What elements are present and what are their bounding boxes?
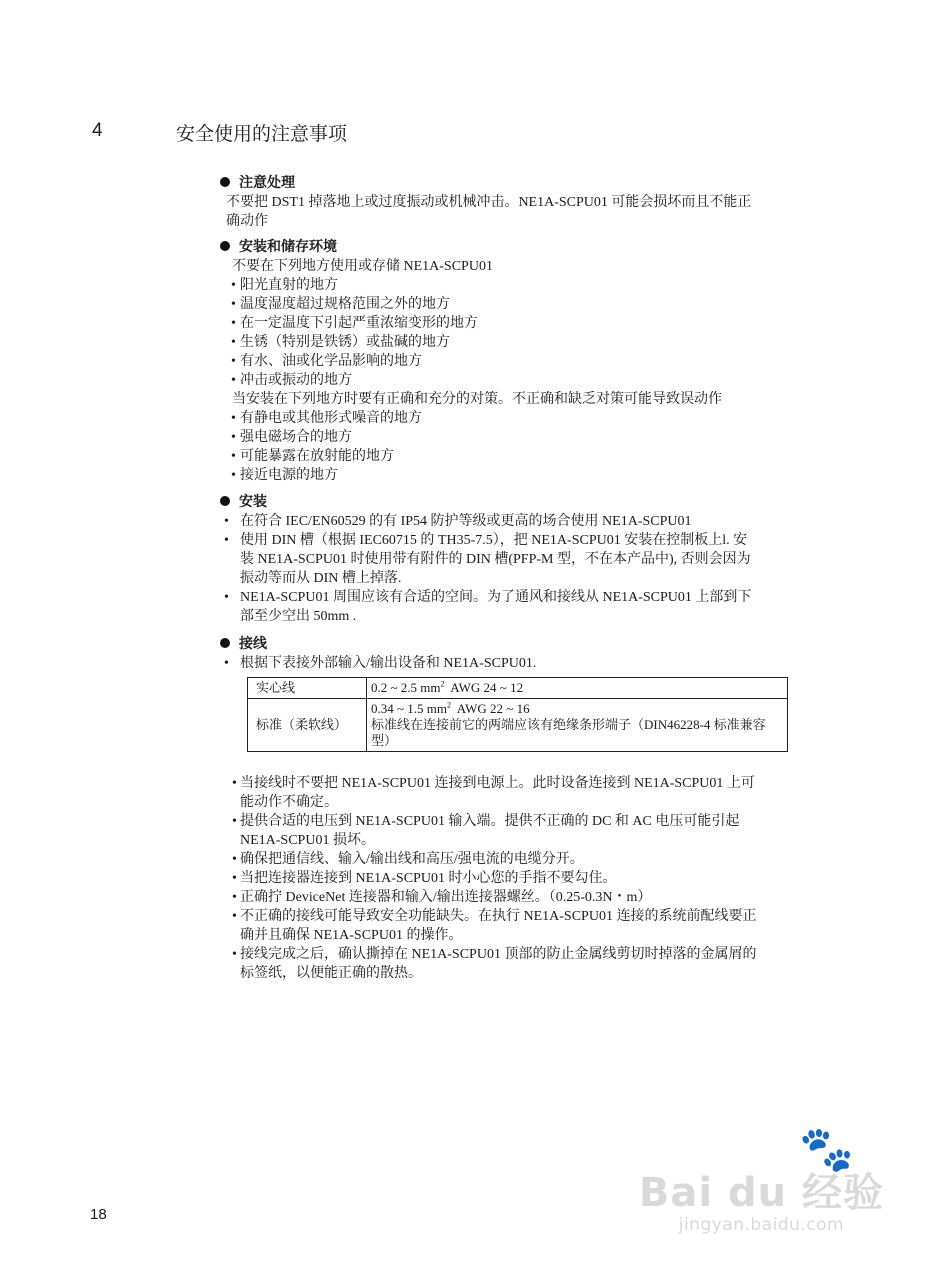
list-item: • 接近电源的地方: [220, 466, 840, 485]
list-item: • 当把连接器连接到 NE1A-SCPU01 时小心您的手指不要勾住。: [220, 869, 840, 888]
install-heading: 安装: [220, 493, 840, 512]
environment-intro: 不要在下列地方使用或存储 NE1A-SCPU01: [232, 259, 493, 274]
list-item: • 有静电或其他形式噪音的地方: [220, 409, 840, 428]
list-item: • 使用 DIN 槽（根据 IEC60715 的 TH35-7.5），把 NE1A-SCPU01 安装在控制板上l. 安 装 NE1A-SCPU01 时使用带有附件的 DIN 槽(PFP-M 型，不在本产品中), 否则会因为 振动等而从 DIN 槽上掉落.: [220, 531, 840, 588]
handling-text-line: 不要把 DST1 掉落地上或过度振动或机械冲击。NE1A-SCPU01 可能会损坏而且不能正: [226, 195, 752, 210]
table-cell-value: 0.2 ~ 2.5 $mm^2$ AWG 24 ~ 12: [367, 678, 788, 699]
watermark-url: jingyan.baidu.com: [678, 1215, 845, 1235]
handling-text-line: 确动作: [226, 214, 268, 229]
watermark-logo: Bai du 经验: [638, 1170, 884, 1216]
list-item: • 温度湿度超过规格范围之外的地方: [220, 295, 840, 314]
table-row: [248, 699, 788, 752]
table-cell-label: 标准（柔软线）: [248, 699, 367, 752]
list-item: • 阳光直射的地方: [220, 276, 840, 295]
list-item: • 接线完成之后，确认撕掉在 NE1A-SCPU01 顶部的防止金属线剪切时掉落的金属屑的 标签纸，以便能正确的散热。: [220, 945, 840, 983]
list-item: • 强电磁场合的地方: [220, 428, 840, 447]
wiring-heading: 接线: [220, 635, 840, 654]
bullet-dot-icon: [220, 241, 230, 251]
environment-heading: 安装和储存环境: [220, 238, 840, 257]
list-item: • 正确拧 DeviceNet 连接器和输入/输出连接器螺丝。（0.25-0.3N・m）: [220, 888, 840, 907]
paw-icon: 🐾: [799, 1125, 854, 1174]
environment-intro-2: 当安装在下列地方时要有正确和充分的对策。不正确和缺乏对策可能导致误动作: [232, 392, 722, 407]
list-item: • 在符合 IEC/EN60529 的有 IP54 防护等级或更高的场合使用 NE1A-SCPU01: [220, 512, 840, 531]
wire-spec-table: [247, 677, 788, 752]
bullet-dot-icon: [220, 177, 230, 187]
list-item: • 生锈（特别是铁锈）或盐碱的地方: [220, 333, 840, 352]
page-number: 18: [90, 1206, 107, 1223]
table-cell-value: 0.34 ~ 1.5 $mm^2$ AWG 22 ~ 16 标准线在连接前它的两端应该有绝缘条形端子（DIN46228-4 标准兼容 型）: [367, 699, 788, 752]
list-item: • 冲击或振动的地方: [220, 371, 840, 390]
list-item: • 根据下表接外部输入/输出设备和 NE1A-SCPU01.: [220, 654, 840, 673]
table-row: [248, 678, 788, 699]
table-cell-label: 实心线: [248, 678, 367, 699]
bullet-dot-icon: [220, 638, 230, 648]
section-number: 4: [92, 120, 103, 141]
list-item: • 有水、油或化学品影响的地方: [220, 352, 840, 371]
list-item: • 当接线时不要把 NE1A-SCPU01 连接到电源上。此时设备连接到 NE1A-SCPU01 上可 能动作不确定。: [220, 774, 840, 812]
list-item: • 确保把通信线、输入/输出线和高压/强电流的电缆分开。: [220, 850, 840, 869]
baidu-watermark: [638, 1125, 884, 1236]
list-item: • 可能暴露在放射能的地方: [220, 447, 840, 466]
list-item: • 不正确的接线可能导致安全功能缺失。在执行 NE1A-SCPU01 连接的系统前配线要正 确并且确保 NE1A-SCPU01 的操作。: [220, 907, 840, 945]
list-item: • 在一定温度下引起严重浓缩变形的地方: [220, 314, 840, 333]
page-content: [220, 174, 840, 983]
section-title: 安全使用的注意事项: [176, 123, 348, 145]
handling-heading: 注意处理: [220, 174, 840, 193]
list-item: • NE1A-SCPU01 周围应该有合适的空间。为了通风和接线从 NE1A-SCPU01 上部到下 部至少空出 50mm .: [220, 588, 840, 626]
list-item: • 提供合适的电压到 NE1A-SCPU01 输入端。提供不正确的 DC 和 AC 电压可能引起 NE1A-SCPU01 损坏。: [220, 812, 840, 850]
bullet-dot-icon: [220, 496, 230, 506]
